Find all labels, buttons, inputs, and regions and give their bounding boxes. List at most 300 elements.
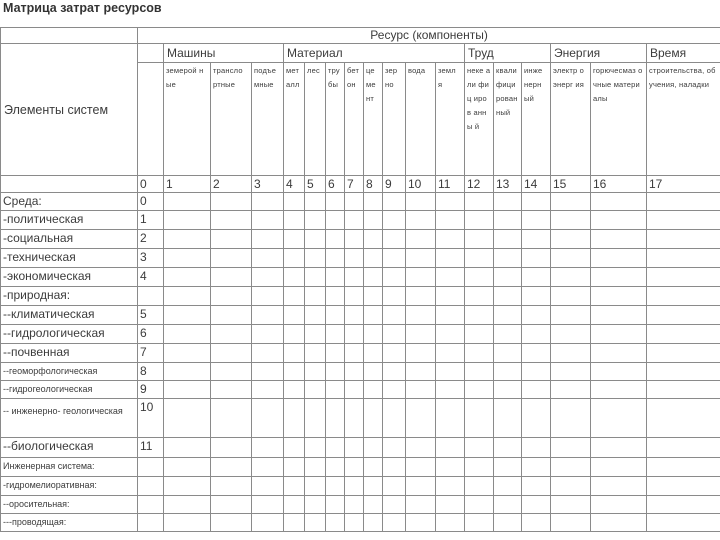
matrix-cell[interactable]	[326, 344, 345, 363]
matrix-cell[interactable]	[364, 306, 383, 325]
matrix-cell[interactable]	[591, 268, 647, 287]
matrix-cell[interactable]	[383, 230, 406, 249]
matrix-cell[interactable]	[211, 306, 252, 325]
matrix-cell[interactable]	[465, 438, 494, 458]
matrix-cell[interactable]	[284, 268, 305, 287]
matrix-cell[interactable]	[364, 249, 383, 268]
matrix-cell[interactable]	[252, 193, 284, 211]
matrix-cell[interactable]	[647, 306, 720, 325]
matrix-cell[interactable]	[364, 496, 383, 514]
matrix-cell[interactable]	[383, 514, 406, 532]
matrix-cell[interactable]	[406, 268, 436, 287]
matrix-cell[interactable]	[345, 211, 364, 230]
matrix-cell[interactable]	[465, 211, 494, 230]
matrix-cell[interactable]	[364, 230, 383, 249]
matrix-cell[interactable]	[647, 438, 720, 458]
matrix-cell[interactable]	[326, 458, 345, 477]
matrix-cell[interactable]	[465, 477, 494, 496]
matrix-cell[interactable]	[406, 477, 436, 496]
matrix-cell[interactable]	[465, 287, 494, 306]
matrix-cell[interactable]	[164, 249, 211, 268]
matrix-cell[interactable]	[551, 514, 591, 532]
matrix-cell[interactable]	[436, 287, 465, 306]
matrix-cell[interactable]	[326, 363, 345, 381]
matrix-cell[interactable]	[164, 477, 211, 496]
matrix-cell[interactable]	[252, 514, 284, 532]
matrix-cell[interactable]	[284, 230, 305, 249]
matrix-cell[interactable]	[494, 438, 522, 458]
matrix-cell[interactable]	[305, 211, 326, 230]
matrix-cell[interactable]	[494, 363, 522, 381]
matrix-cell[interactable]	[364, 344, 383, 363]
matrix-cell[interactable]	[345, 193, 364, 211]
matrix-cell[interactable]	[494, 514, 522, 532]
matrix-cell[interactable]	[364, 211, 383, 230]
number-corner-cell	[1, 176, 138, 193]
matrix-cell[interactable]	[383, 363, 406, 381]
matrix-cell[interactable]	[252, 477, 284, 496]
matrix-cell[interactable]	[345, 496, 364, 514]
matrix-cell[interactable]	[164, 496, 211, 514]
matrix-cell[interactable]	[436, 477, 465, 496]
matrix-cell[interactable]	[647, 193, 720, 211]
matrix-cell[interactable]	[364, 363, 383, 381]
matrix-cell[interactable]	[591, 325, 647, 344]
matrix-cell[interactable]	[252, 249, 284, 268]
matrix-cell[interactable]	[551, 381, 591, 399]
matrix-cell[interactable]	[364, 325, 383, 344]
matrix-cell[interactable]	[494, 325, 522, 344]
matrix-cell[interactable]	[326, 249, 345, 268]
matrix-cell[interactable]	[522, 344, 551, 363]
matrix-cell[interactable]	[436, 325, 465, 344]
matrix-cell[interactable]	[164, 363, 211, 381]
matrix-cell[interactable]	[305, 477, 326, 496]
matrix-cell[interactable]	[465, 496, 494, 514]
matrix-cell[interactable]	[465, 344, 494, 363]
matrix-cell[interactable]	[551, 399, 591, 438]
matrix-cell[interactable]	[284, 496, 305, 514]
matrix-cell[interactable]	[406, 325, 436, 344]
matrix-cell[interactable]	[647, 325, 720, 344]
matrix-cell[interactable]	[164, 230, 211, 249]
matrix-cell[interactable]	[551, 249, 591, 268]
matrix-cell[interactable]	[465, 514, 494, 532]
matrix-cell[interactable]	[383, 268, 406, 287]
matrix-cell[interactable]	[522, 306, 551, 325]
matrix-cell[interactable]	[436, 268, 465, 287]
matrix-cell[interactable]	[284, 287, 305, 306]
matrix-cell[interactable]	[345, 458, 364, 477]
matrix-cell[interactable]	[252, 230, 284, 249]
matrix-cell[interactable]	[522, 438, 551, 458]
matrix-cell[interactable]	[383, 325, 406, 344]
matrix-cell[interactable]	[436, 230, 465, 249]
matrix-cell[interactable]	[406, 363, 436, 381]
matrix-cell[interactable]	[305, 438, 326, 458]
matrix-cell[interactable]	[345, 287, 364, 306]
matrix-cell[interactable]	[436, 306, 465, 325]
matrix-cell[interactable]	[364, 268, 383, 287]
matrix-cell[interactable]	[345, 363, 364, 381]
matrix-cell[interactable]	[551, 344, 591, 363]
matrix-cell[interactable]	[364, 287, 383, 306]
matrix-cell[interactable]	[252, 381, 284, 399]
matrix-cell[interactable]	[326, 325, 345, 344]
matrix-cell[interactable]	[522, 496, 551, 514]
matrix-cell[interactable]	[436, 496, 465, 514]
matrix-cell[interactable]	[345, 306, 364, 325]
group-spacer-cell	[138, 44, 164, 63]
matrix-cell[interactable]	[284, 306, 305, 325]
matrix-cell[interactable]	[465, 458, 494, 477]
matrix-cell[interactable]	[494, 496, 522, 514]
matrix-cell[interactable]	[591, 306, 647, 325]
matrix-cell[interactable]	[522, 325, 551, 344]
matrix-cell[interactable]	[211, 325, 252, 344]
resource-subcategory: строительства, обучения, наладки	[647, 63, 720, 176]
matrix-cell[interactable]	[494, 477, 522, 496]
matrix-cell[interactable]	[494, 193, 522, 211]
matrix-cell[interactable]	[383, 193, 406, 211]
matrix-cell[interactable]	[551, 211, 591, 230]
matrix-cell[interactable]	[551, 193, 591, 211]
matrix-cell[interactable]	[164, 287, 211, 306]
matrix-cell[interactable]	[326, 268, 345, 287]
matrix-cell[interactable]	[494, 306, 522, 325]
matrix-cell[interactable]	[345, 249, 364, 268]
matrix-cell[interactable]	[252, 458, 284, 477]
matrix-cell[interactable]	[406, 306, 436, 325]
matrix-cell[interactable]	[305, 230, 326, 249]
matrix-cell[interactable]	[647, 268, 720, 287]
column-number: 10	[406, 176, 436, 193]
matrix-cell[interactable]	[406, 193, 436, 211]
matrix-cell[interactable]	[494, 381, 522, 399]
matrix-cell[interactable]	[252, 344, 284, 363]
matrix-cell[interactable]	[252, 325, 284, 344]
matrix-cell[interactable]	[284, 193, 305, 211]
matrix-cell[interactable]	[326, 477, 345, 496]
table-row	[1, 325, 720, 344]
column-number: 12	[465, 176, 494, 193]
matrix-cell[interactable]	[305, 268, 326, 287]
matrix-cell[interactable]	[406, 211, 436, 230]
matrix-cell[interactable]	[591, 230, 647, 249]
matrix-cell[interactable]	[211, 381, 252, 399]
matrix-cell[interactable]	[383, 381, 406, 399]
matrix-cell[interactable]	[345, 325, 364, 344]
matrix-cell[interactable]	[305, 249, 326, 268]
matrix-cell[interactable]	[345, 381, 364, 399]
matrix-cell[interactable]	[647, 344, 720, 363]
matrix-cell[interactable]	[551, 268, 591, 287]
matrix-cell[interactable]	[284, 211, 305, 230]
matrix-cell[interactable]	[522, 249, 551, 268]
matrix-cell[interactable]	[284, 381, 305, 399]
matrix-cell[interactable]	[591, 458, 647, 477]
matrix-cell[interactable]	[383, 496, 406, 514]
matrix-cell[interactable]	[305, 381, 326, 399]
matrix-cell[interactable]	[284, 399, 305, 438]
matrix-cell[interactable]	[406, 438, 436, 458]
matrix-cell[interactable]	[551, 438, 591, 458]
matrix-cell[interactable]	[522, 458, 551, 477]
matrix-cell[interactable]	[211, 496, 252, 514]
matrix-cell[interactable]	[284, 325, 305, 344]
matrix-cell[interactable]	[164, 193, 211, 211]
matrix-cell[interactable]	[164, 306, 211, 325]
matrix-cell[interactable]	[522, 268, 551, 287]
matrix-cell[interactable]	[305, 306, 326, 325]
matrix-cell[interactable]	[326, 230, 345, 249]
matrix-cell[interactable]	[647, 230, 720, 249]
matrix-cell[interactable]	[326, 438, 345, 458]
matrix-cell[interactable]	[522, 514, 551, 532]
matrix-cell[interactable]	[551, 458, 591, 477]
matrix-cell[interactable]	[252, 399, 284, 438]
matrix-cell[interactable]	[284, 363, 305, 381]
matrix-cell[interactable]	[494, 344, 522, 363]
matrix-cell[interactable]	[406, 514, 436, 532]
matrix-cell[interactable]	[436, 211, 465, 230]
matrix-cell[interactable]	[591, 363, 647, 381]
matrix-cell[interactable]	[164, 211, 211, 230]
matrix-cell[interactable]	[252, 287, 284, 306]
matrix-cell[interactable]	[591, 477, 647, 496]
matrix-cell[interactable]	[551, 306, 591, 325]
matrix-cell[interactable]	[436, 458, 465, 477]
matrix-cell[interactable]	[252, 496, 284, 514]
matrix-cell[interactable]	[436, 249, 465, 268]
matrix-cell[interactable]	[436, 381, 465, 399]
matrix-cell[interactable]	[284, 344, 305, 363]
matrix-cell[interactable]	[305, 399, 326, 438]
matrix-cell[interactable]	[522, 477, 551, 496]
matrix-cell[interactable]	[647, 211, 720, 230]
matrix-cell[interactable]	[364, 381, 383, 399]
matrix-cell[interactable]	[364, 438, 383, 458]
matrix-cell[interactable]	[383, 438, 406, 458]
matrix-cell[interactable]	[551, 230, 591, 249]
matrix-cell[interactable]	[494, 230, 522, 249]
matrix-cell[interactable]	[345, 438, 364, 458]
matrix-cell[interactable]	[551, 325, 591, 344]
matrix-cell[interactable]	[164, 458, 211, 477]
matrix-cell[interactable]	[211, 458, 252, 477]
matrix-cell[interactable]	[436, 344, 465, 363]
matrix-cell[interactable]	[252, 268, 284, 287]
matrix-cell[interactable]	[326, 306, 345, 325]
matrix-cell[interactable]	[252, 438, 284, 458]
matrix-cell[interactable]	[326, 287, 345, 306]
matrix-cell[interactable]	[591, 193, 647, 211]
matrix-cell[interactable]	[326, 399, 345, 438]
matrix-cell[interactable]	[591, 496, 647, 514]
matrix-cell[interactable]	[465, 268, 494, 287]
matrix-cell[interactable]	[305, 344, 326, 363]
matrix-cell[interactable]	[522, 363, 551, 381]
matrix-cell[interactable]	[406, 230, 436, 249]
matrix-cell[interactable]	[591, 287, 647, 306]
matrix-cell[interactable]	[164, 344, 211, 363]
matrix-cell[interactable]	[465, 381, 494, 399]
matrix-cell[interactable]	[647, 287, 720, 306]
matrix-cell[interactable]	[436, 514, 465, 532]
matrix-cell[interactable]	[345, 344, 364, 363]
matrix-cell[interactable]	[436, 363, 465, 381]
matrix-cell[interactable]	[284, 249, 305, 268]
matrix-cell[interactable]	[284, 458, 305, 477]
element-number	[138, 287, 164, 306]
matrix-cell[interactable]	[551, 287, 591, 306]
matrix-cell[interactable]	[345, 514, 364, 532]
matrix-cell[interactable]	[465, 193, 494, 211]
matrix-cell[interactable]	[436, 399, 465, 438]
matrix-cell[interactable]	[551, 363, 591, 381]
matrix-cell[interactable]	[211, 249, 252, 268]
matrix-cell[interactable]	[522, 399, 551, 438]
matrix-cell[interactable]	[211, 268, 252, 287]
matrix-cell[interactable]	[551, 496, 591, 514]
matrix-cell[interactable]	[383, 306, 406, 325]
matrix-cell[interactable]	[252, 306, 284, 325]
matrix-cell[interactable]	[406, 344, 436, 363]
matrix-cell[interactable]	[211, 193, 252, 211]
matrix-cell[interactable]	[647, 381, 720, 399]
matrix-cell[interactable]	[591, 514, 647, 532]
matrix-cell[interactable]	[591, 381, 647, 399]
matrix-cell[interactable]	[364, 477, 383, 496]
matrix-cell[interactable]	[345, 268, 364, 287]
matrix-cell[interactable]	[252, 363, 284, 381]
matrix-cell[interactable]	[494, 249, 522, 268]
matrix-cell[interactable]	[364, 514, 383, 532]
matrix-cell[interactable]	[326, 211, 345, 230]
matrix-cell[interactable]	[211, 438, 252, 458]
matrix-cell[interactable]	[591, 249, 647, 268]
matrix-cell[interactable]	[326, 496, 345, 514]
matrix-cell[interactable]	[406, 458, 436, 477]
matrix-cell[interactable]	[406, 496, 436, 514]
matrix-cell[interactable]	[522, 287, 551, 306]
matrix-cell[interactable]	[305, 325, 326, 344]
matrix-cell[interactable]	[494, 399, 522, 438]
matrix-cell[interactable]	[647, 477, 720, 496]
matrix-cell[interactable]	[345, 399, 364, 438]
matrix-cell[interactable]	[522, 211, 551, 230]
matrix-cell[interactable]	[494, 268, 522, 287]
matrix-cell[interactable]	[211, 344, 252, 363]
matrix-cell[interactable]	[164, 438, 211, 458]
matrix-cell[interactable]	[406, 249, 436, 268]
matrix-cell[interactable]	[522, 381, 551, 399]
matrix-cell[interactable]	[591, 211, 647, 230]
matrix-cell[interactable]	[284, 438, 305, 458]
matrix-cell[interactable]	[647, 458, 720, 477]
matrix-cell[interactable]	[211, 287, 252, 306]
column-number: 13	[494, 176, 522, 193]
matrix-cell[interactable]	[647, 399, 720, 438]
matrix-cell[interactable]	[305, 193, 326, 211]
matrix-cell[interactable]	[647, 363, 720, 381]
matrix-cell[interactable]	[522, 230, 551, 249]
matrix-cell[interactable]	[383, 211, 406, 230]
matrix-cell[interactable]	[164, 268, 211, 287]
matrix-cell[interactable]	[494, 287, 522, 306]
matrix-cell[interactable]	[406, 399, 436, 438]
element-number: 3	[138, 249, 164, 268]
matrix-cell[interactable]	[326, 381, 345, 399]
matrix-cell[interactable]	[465, 363, 494, 381]
matrix-cell[interactable]	[284, 514, 305, 532]
matrix-cell[interactable]	[591, 399, 647, 438]
matrix-cell[interactable]	[164, 325, 211, 344]
matrix-cell[interactable]	[164, 514, 211, 532]
matrix-cell[interactable]	[465, 399, 494, 438]
matrix-cell[interactable]	[406, 287, 436, 306]
matrix-cell[interactable]	[465, 325, 494, 344]
matrix-cell[interactable]	[551, 477, 591, 496]
matrix-cell[interactable]	[305, 363, 326, 381]
matrix-cell[interactable]	[211, 399, 252, 438]
column-number: 4	[284, 176, 305, 193]
matrix-cell[interactable]	[211, 230, 252, 249]
matrix-cell[interactable]	[406, 381, 436, 399]
matrix-cell[interactable]	[164, 399, 211, 438]
matrix-cell[interactable]	[465, 230, 494, 249]
matrix-cell[interactable]	[164, 381, 211, 399]
matrix-cell[interactable]	[305, 496, 326, 514]
matrix-cell[interactable]	[326, 514, 345, 532]
matrix-cell[interactable]	[494, 458, 522, 477]
matrix-cell[interactable]	[383, 344, 406, 363]
matrix-cell[interactable]	[522, 193, 551, 211]
matrix-cell[interactable]	[647, 249, 720, 268]
matrix-cell[interactable]	[465, 306, 494, 325]
matrix-cell[interactable]	[211, 363, 252, 381]
matrix-cell[interactable]	[383, 399, 406, 438]
matrix-cell[interactable]	[383, 287, 406, 306]
matrix-cell[interactable]	[647, 514, 720, 532]
matrix-cell[interactable]	[383, 477, 406, 496]
matrix-cell[interactable]	[284, 477, 305, 496]
matrix-cell[interactable]	[591, 344, 647, 363]
resource-subcategory: тру бы	[326, 63, 345, 176]
matrix-cell[interactable]	[436, 193, 465, 211]
matrix-cell[interactable]	[211, 477, 252, 496]
matrix-cell[interactable]	[465, 249, 494, 268]
matrix-cell[interactable]	[364, 399, 383, 438]
matrix-cell[interactable]	[305, 514, 326, 532]
matrix-cell[interactable]	[591, 438, 647, 458]
matrix-cell[interactable]	[383, 458, 406, 477]
matrix-cell[interactable]	[647, 496, 720, 514]
matrix-cell[interactable]	[305, 287, 326, 306]
matrix-cell[interactable]	[345, 477, 364, 496]
matrix-cell[interactable]	[326, 193, 345, 211]
matrix-cell[interactable]	[252, 211, 284, 230]
matrix-cell[interactable]	[364, 458, 383, 477]
matrix-cell[interactable]	[383, 249, 406, 268]
matrix-cell[interactable]	[494, 211, 522, 230]
matrix-cell[interactable]	[305, 458, 326, 477]
matrix-cell[interactable]	[211, 514, 252, 532]
matrix-cell[interactable]	[345, 230, 364, 249]
matrix-cell[interactable]	[436, 438, 465, 458]
matrix-cell[interactable]	[364, 193, 383, 211]
matrix-cell[interactable]	[211, 211, 252, 230]
